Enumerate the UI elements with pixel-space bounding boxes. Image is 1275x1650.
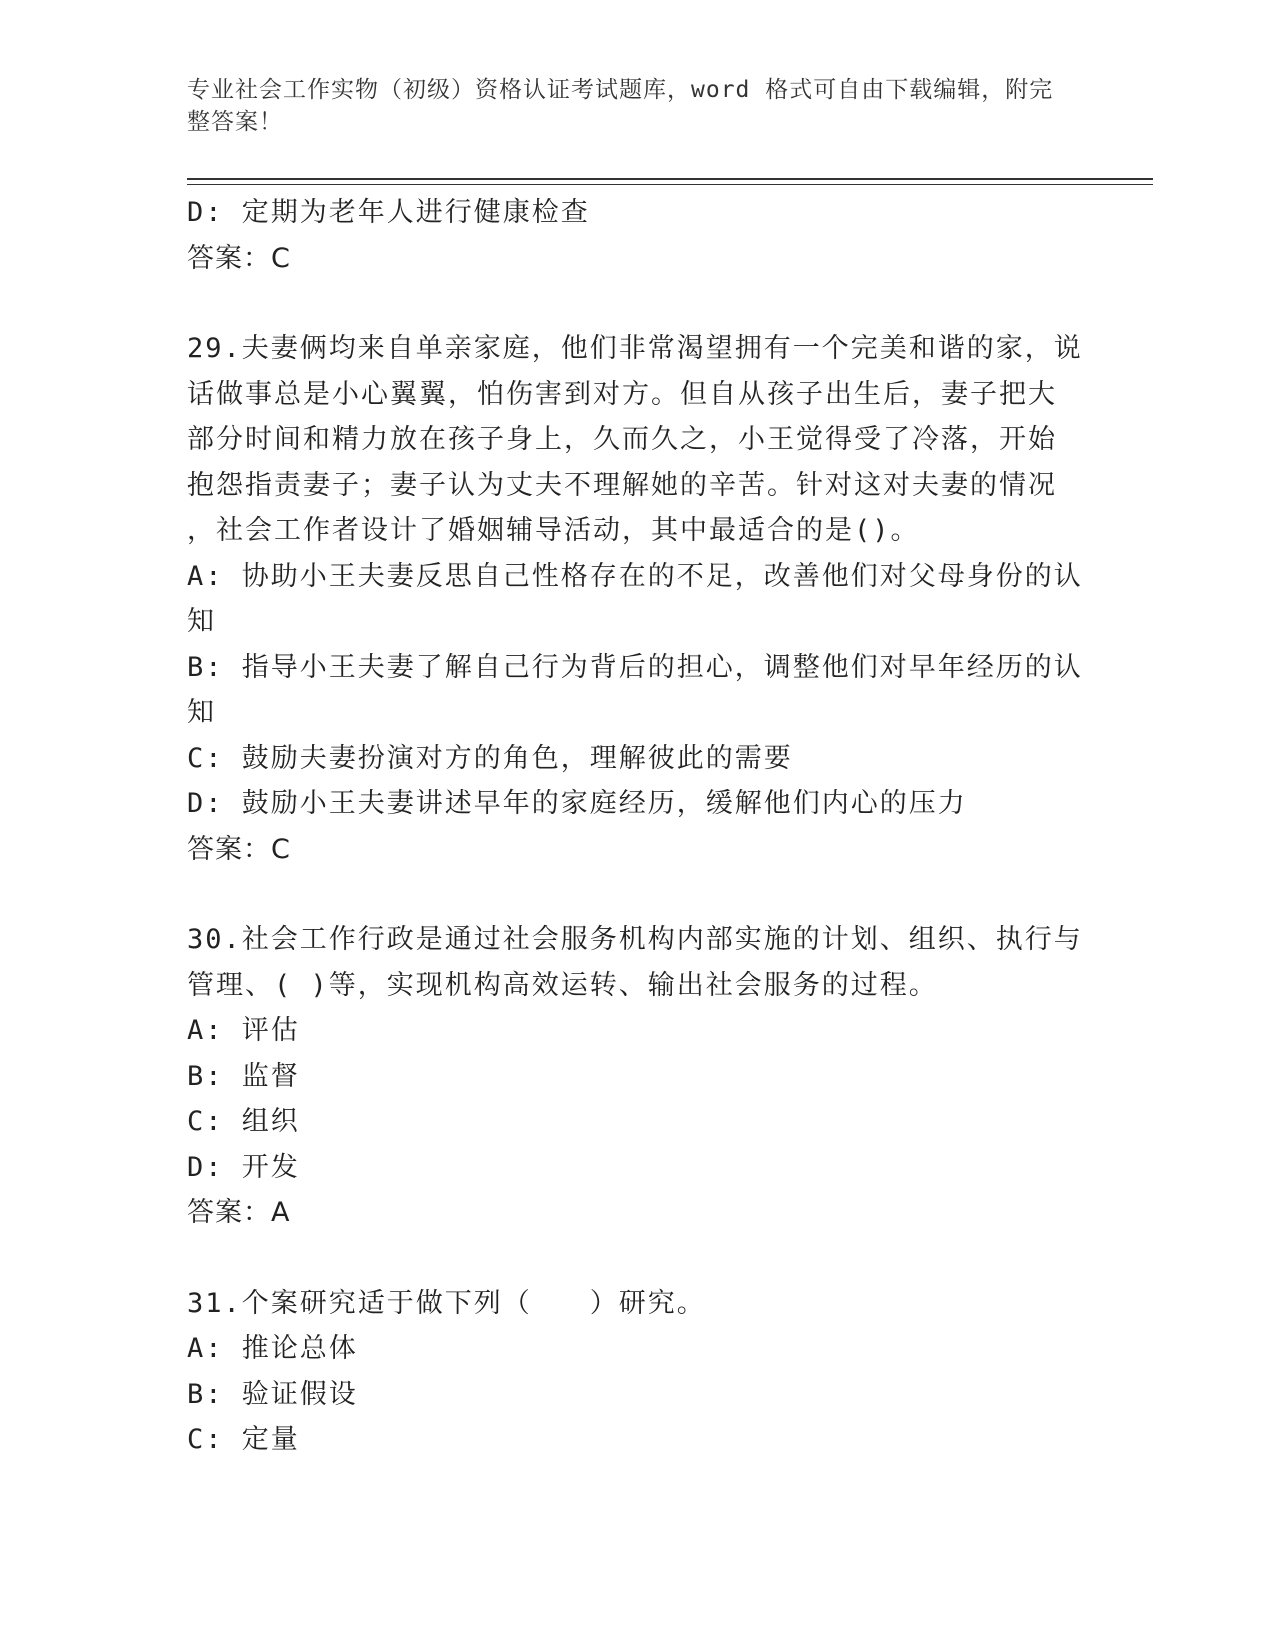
q29-option-a: A: 协助小王夫妻反思自己性格存在的不足，改善他们对父母身份的认 [187, 560, 1083, 592]
prev-option-d: D: 定期为老年人进行健康检查 [187, 197, 590, 228]
header-line-1: 专业社会工作实物（初级）资格认证考试题库，word 格式可自由下载编辑，附完 [187, 77, 1054, 103]
q30-answer: 答案：A [187, 1197, 291, 1228]
question-31 [187, 1281, 1087, 1463]
question-content [187, 190, 1087, 1463]
page-header [187, 74, 1057, 138]
q29-stem-line: 抱怨指责妻子；妻子认为丈夫不理解她的辛苦。针对这对夫妻的情况 [187, 469, 1057, 501]
q29-stem-line: 部分时间和精力放在孩子身上，久而久之，小王觉得受了冷落，开始 [187, 424, 1057, 455]
question-30 [187, 917, 1087, 1236]
q30-option-b: B: 监督 [187, 1060, 300, 1092]
spacer [187, 1236, 1087, 1281]
q29-option-a-cont: 知 [187, 606, 216, 637]
q30-stem-line: 管理、( )等，实现机构高效运转、输出社会服务的过程。 [187, 969, 938, 1001]
q29-option-c: C: 鼓励夫妻扮演对方的角色，理解彼此的需要 [187, 742, 793, 774]
q30-option-d: D: 开发 [187, 1151, 300, 1183]
q31-stem: 31.个案研究适于做下列（ ）研究。 [187, 1287, 706, 1319]
q30-option-c: C: 组织 [187, 1106, 300, 1137]
q31-option-c: C: 定量 [187, 1424, 300, 1455]
q29-answer: 答案：C [187, 833, 291, 865]
q29-option-d: D: 鼓励小王夫妻讲述早年的家庭经历，缓解他们内心的压力 [187, 788, 967, 819]
q30-option-a: A: 评估 [187, 1015, 300, 1046]
q30-stem-line: 30.社会工作行政是通过社会服务机构内部实施的计划、组织、执行与 [187, 924, 1083, 955]
q29-stem-line: 话做事总是小心翼翼，怕伤害到对方。但自从孩子出生后，妻子把大 [187, 378, 1057, 410]
question-29 [187, 326, 1087, 872]
spacer [187, 872, 1087, 917]
q29-option-b-cont: 知 [187, 697, 216, 728]
q29-stem-line: ，社会工作者设计了婚姻辅导活动，其中最适合的是()。 [187, 515, 920, 546]
header-divider-thin [187, 184, 1153, 185]
spacer [187, 281, 1087, 326]
prev-answer: 答案：C [187, 242, 291, 274]
q31-option-b: B: 验证假设 [187, 1378, 358, 1410]
header-divider-thick [187, 178, 1153, 180]
q29-option-b: B: 指导小王夫妻了解自己行为背后的担心，调整他们对早年经历的认 [187, 651, 1083, 683]
q31-option-a: A: 推论总体 [187, 1333, 358, 1364]
header-line-2: 整答案！ [187, 109, 283, 135]
q29-stem-line: 29.夫妻俩均来自单亲家庭，他们非常渴望拥有一个完美和谐的家，说 [187, 333, 1083, 364]
